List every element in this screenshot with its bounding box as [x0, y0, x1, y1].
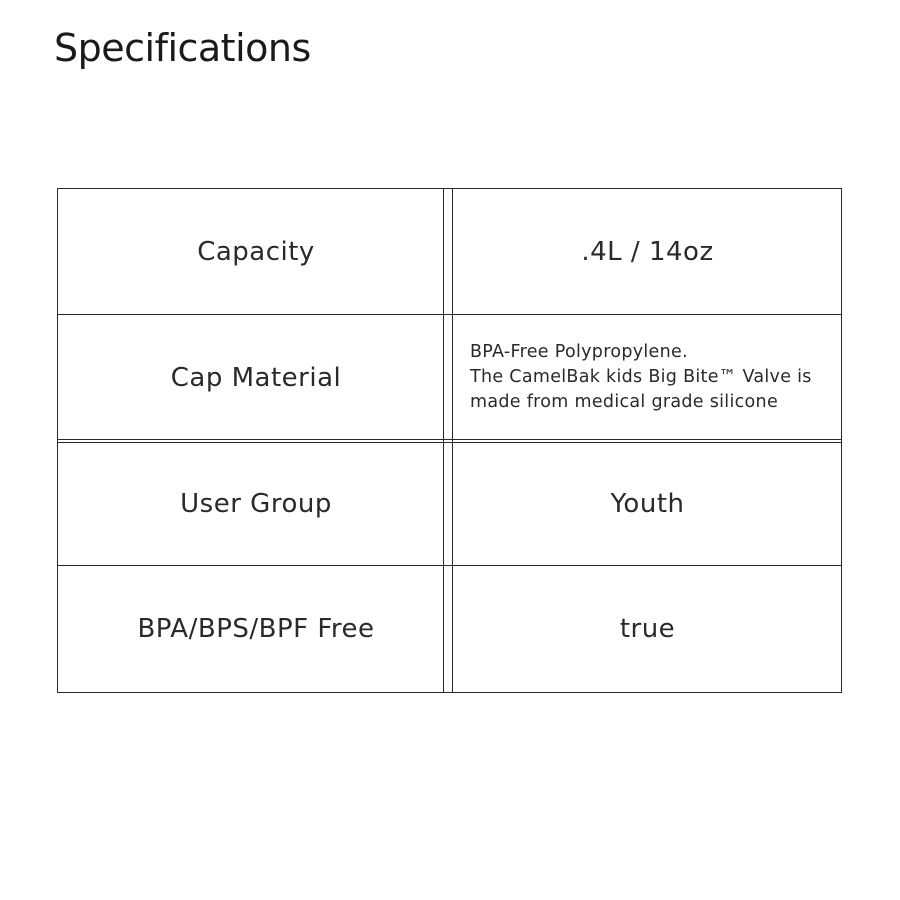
spec-value: [454, 441, 841, 566]
spec-value: [454, 189, 841, 314]
spec-value-text: true: [619, 614, 676, 644]
specifications-table: [57, 188, 842, 693]
table-row: [58, 441, 841, 566]
spec-value-line: The CamelBak kids Big Bite™ Valve is: [470, 367, 812, 387]
table-row: [58, 566, 841, 692]
table-row: [58, 315, 841, 440]
spec-label: Cap Material: [170, 362, 342, 393]
spec-value-line: made from medical grade silicone: [470, 392, 779, 412]
table-row: [58, 189, 841, 314]
spec-value-text: Youth: [610, 488, 685, 519]
page-title: Specifications: [54, 26, 311, 70]
spec-label: BPA/BPS/BPF Free: [137, 614, 375, 644]
spec-value: [454, 566, 841, 692]
spec-value-text: .4L / 14oz: [581, 236, 714, 267]
spec-value-line: BPA-Free Polypropylene.: [470, 342, 688, 362]
spec-label: Capacity: [197, 236, 315, 267]
spec-value: [454, 315, 841, 440]
spec-label: User Group: [180, 488, 332, 519]
